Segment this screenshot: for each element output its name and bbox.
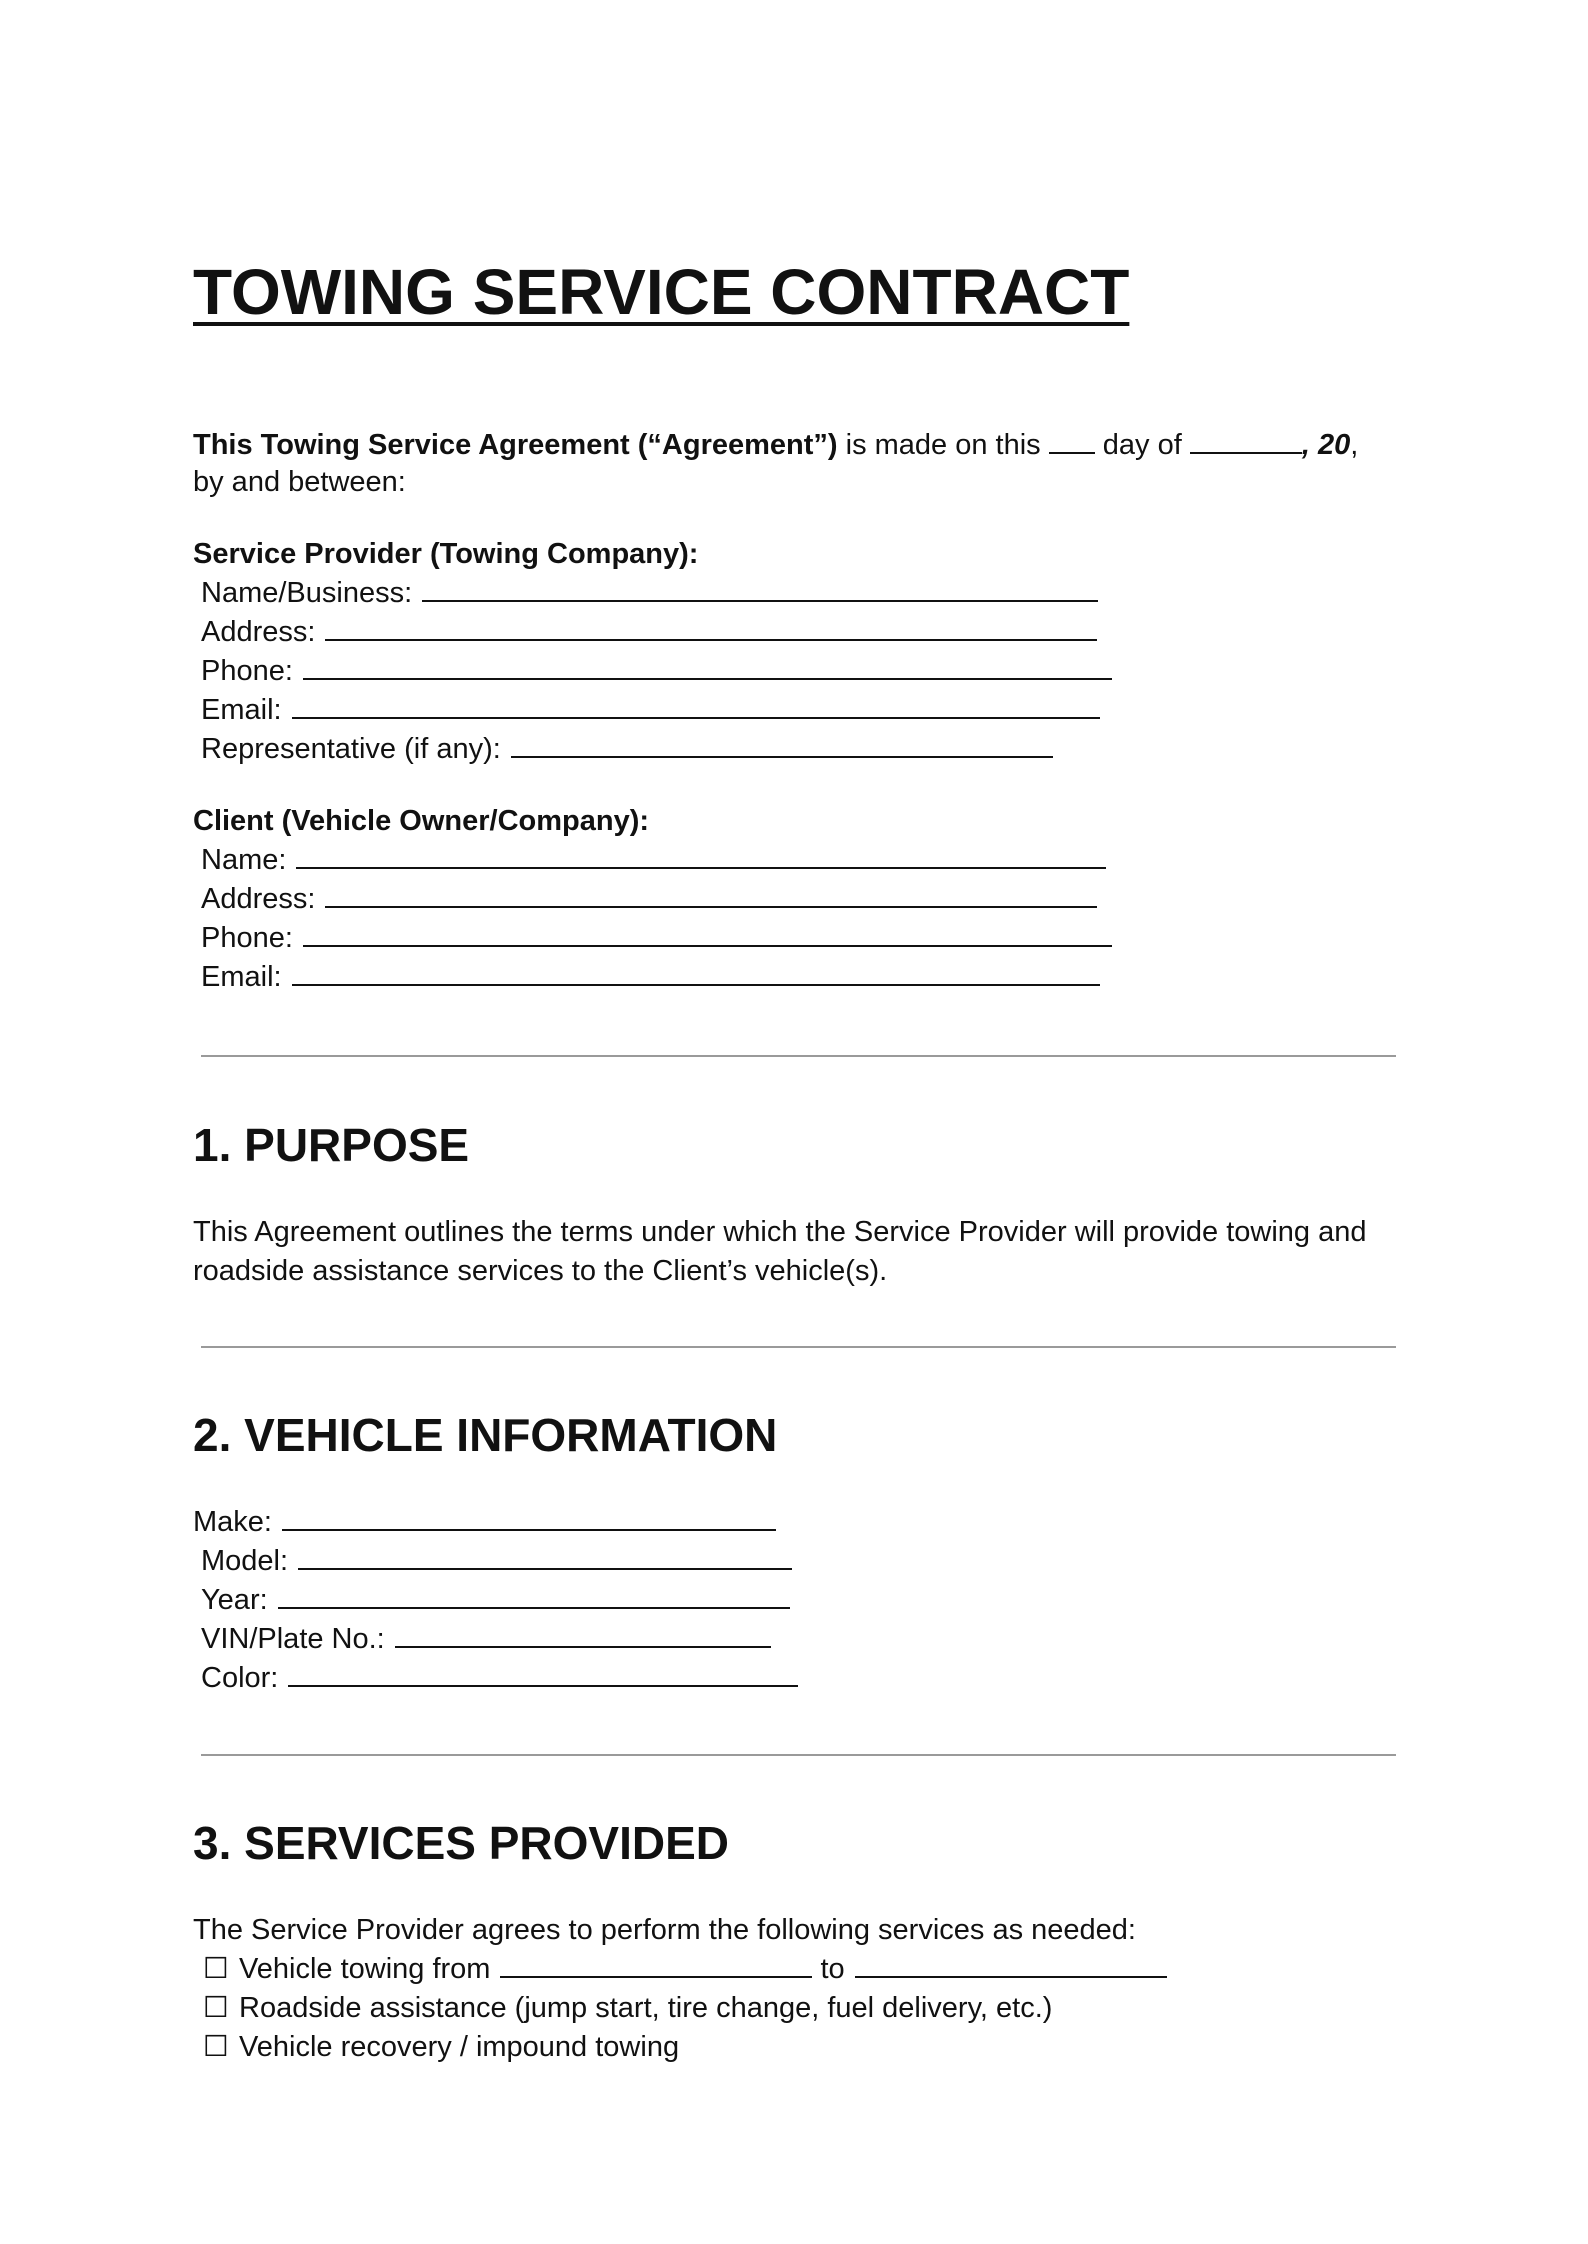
field-line[interactable]	[325, 882, 1097, 908]
field-label: Model:	[201, 1545, 289, 1577]
purpose-line-1: This Agreement outlines the terms under which the Service Provider will provide towing and	[193, 1216, 1367, 1248]
field-label: Email:	[201, 694, 282, 726]
service-item-recovery	[203, 2029, 679, 2065]
service-item-label: Roadside assistance (jump start, tire change, fuel delivery, etc.)	[239, 1992, 1053, 2024]
checkbox-icon[interactable]: ☐	[203, 2031, 229, 2063]
field-label: Address:	[201, 883, 316, 915]
field-label: Name/Business:	[201, 577, 413, 609]
field-label: Make:	[193, 1506, 272, 1538]
vehicle-make-field	[193, 1504, 776, 1540]
field-line[interactable]	[325, 615, 1097, 641]
vehicle-model-field	[201, 1543, 792, 1579]
field-line[interactable]	[422, 576, 1098, 602]
section-divider	[201, 1346, 1396, 1348]
intro-text-2: day of	[1094, 429, 1190, 461]
provider-phone-field	[201, 653, 1112, 689]
field-label: Address:	[201, 616, 316, 648]
intro-trail: ,	[1350, 429, 1359, 461]
services-intro: The Service Provider agrees to perform the following services as needed:	[193, 1914, 1136, 1946]
service-item-label: Vehicle recovery / impound towing	[239, 2031, 680, 2063]
provider-email-field	[201, 692, 1100, 728]
month-blank[interactable]	[1190, 426, 1302, 454]
field-line[interactable]	[395, 1622, 771, 1648]
field-line[interactable]	[296, 843, 1106, 869]
intro-year: , 20	[1301, 429, 1351, 461]
document-title: TOWING SERVICE CONTRACT	[193, 256, 1130, 328]
vehicle-color-field	[201, 1660, 798, 1696]
provider-representative-field	[201, 731, 1053, 767]
service-item-label: Vehicle towing from	[239, 1953, 491, 1985]
field-line[interactable]	[292, 693, 1100, 719]
to-blank[interactable]	[855, 1952, 1167, 1978]
client-heading: Client (Vehicle Owner/Company):	[193, 805, 650, 837]
service-item-towing	[203, 1951, 1167, 1987]
field-line[interactable]	[282, 1505, 776, 1531]
client-name-field	[201, 842, 1106, 878]
field-label: Email:	[201, 961, 282, 993]
field-line[interactable]	[303, 654, 1112, 680]
field-line[interactable]	[292, 960, 1100, 986]
field-label: Name:	[201, 844, 287, 876]
client-phone-field	[201, 920, 1112, 956]
day-blank[interactable]	[1049, 426, 1095, 454]
field-label: Representative (if any):	[201, 733, 501, 765]
field-line[interactable]	[298, 1544, 792, 1570]
field-line[interactable]	[288, 1661, 798, 1687]
field-line[interactable]	[278, 1583, 790, 1609]
field-line[interactable]	[511, 732, 1053, 758]
purpose-heading: 1. PURPOSE	[193, 1119, 470, 1171]
field-label: Phone:	[201, 655, 293, 687]
client-address-field	[201, 881, 1097, 917]
section-divider	[201, 1055, 1396, 1057]
to-label: to	[820, 1953, 845, 1985]
field-line[interactable]	[303, 921, 1112, 947]
checkbox-icon[interactable]: ☐	[203, 1953, 229, 1985]
vehicle-heading: 2. VEHICLE INFORMATION	[193, 1409, 778, 1461]
client-email-field	[201, 959, 1100, 995]
services-heading: 3. SERVICES PROVIDED	[193, 1817, 729, 1869]
service-item-roadside	[203, 1990, 1052, 2026]
intro-text-1: is made on this	[837, 429, 1049, 461]
purpose-line-2: roadside assistance services to the Client’s vehicle(s).	[193, 1255, 888, 1287]
from-blank[interactable]	[500, 1952, 812, 1978]
intro-bold: This Towing Service Agreement (“Agreement”)	[193, 429, 838, 461]
vehicle-vin-field	[201, 1621, 771, 1657]
intro-line-1	[193, 426, 1358, 463]
field-label: Phone:	[201, 922, 293, 954]
field-label: Year:	[201, 1584, 268, 1616]
section-divider	[201, 1754, 1396, 1756]
intro-line-2: by and between:	[193, 466, 406, 498]
vehicle-year-field	[201, 1582, 790, 1618]
field-label: VIN/Plate No.:	[201, 1623, 385, 1655]
provider-heading: Service Provider (Towing Company):	[193, 538, 699, 570]
provider-address-field	[201, 614, 1097, 650]
checkbox-icon[interactable]: ☐	[203, 1992, 229, 2024]
provider-name-field	[201, 575, 1098, 611]
field-label: Color:	[201, 1662, 279, 1694]
